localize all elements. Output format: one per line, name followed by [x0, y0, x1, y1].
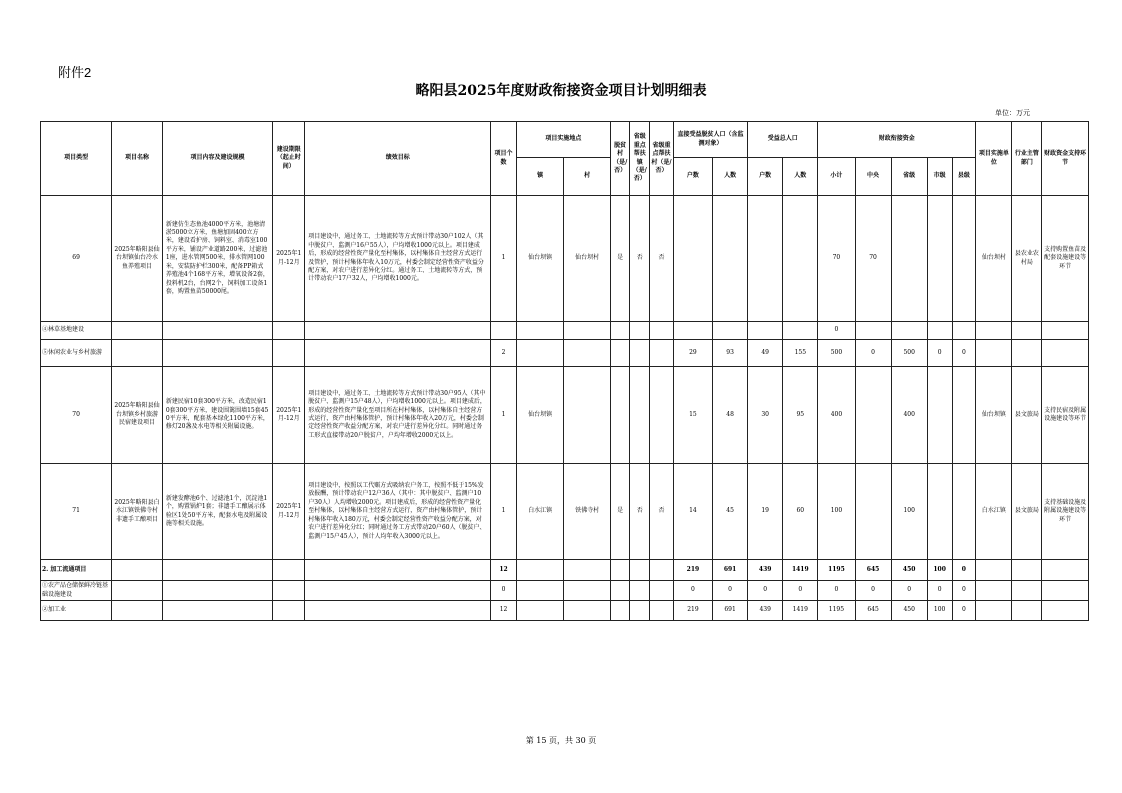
cell-d-people — [713, 196, 748, 322]
table-row — [41, 322, 1089, 340]
cell-d-people — [713, 322, 748, 340]
table-row — [41, 581, 1089, 601]
cell-content — [162, 340, 272, 367]
header-total-households: 户数 — [748, 158, 783, 196]
cell-d-households: 219 — [673, 601, 712, 621]
header-central: 中央 — [855, 158, 891, 196]
cell-count: 1 — [491, 464, 517, 560]
cell-unit-col: 仙台坝镇 — [976, 367, 1012, 464]
header-unit: 项目实施单位 — [976, 122, 1012, 196]
cell-village — [564, 367, 610, 464]
cell-subtotal: 0 — [818, 322, 855, 340]
cell-subtotal: 400 — [818, 367, 855, 464]
cell-city — [927, 196, 952, 322]
cell-poor-village — [610, 322, 630, 340]
cell-central — [855, 322, 891, 340]
cell-village — [564, 340, 610, 367]
cell-goal — [305, 581, 491, 601]
cell-t-people: 155 — [783, 340, 818, 367]
cell-count: 1 — [491, 196, 517, 322]
cell-city: 100 — [927, 601, 952, 621]
cell-key-town — [630, 322, 650, 340]
cell-city: 0 — [927, 340, 952, 367]
cell-content: 新建民宿10套300平方米，改造民宿10套300平方米，建设围篱围墙15套450平方米，配套基本绿化1100平方米，修灯20盏及水电等相关附属设施。 — [162, 367, 272, 464]
page-number: 第 15 页，共 30 页 — [525, 736, 597, 745]
cell-central: 70 — [855, 196, 891, 322]
cell-village: 铁佛寺村 — [564, 464, 610, 560]
cell-d-households: 0 — [673, 581, 712, 601]
cell-provincial — [891, 322, 927, 340]
cell-d-households — [673, 322, 712, 340]
cell-county: 0 — [952, 560, 976, 581]
cell-unit-col — [976, 322, 1012, 340]
cell-provincial: 500 — [891, 340, 927, 367]
cell-t-households: 0 — [748, 581, 783, 601]
cell-count — [491, 322, 517, 340]
cell-unit-col: 仙台坝村 — [976, 196, 1012, 322]
cell-support: 支持民宿及附属设施建设等环节 — [1042, 367, 1089, 464]
cell-name: 2025年略阳县白水江镇铁佛寺村非遗手工酿项目 — [112, 464, 163, 560]
cell-d-people: 0 — [713, 581, 748, 601]
table-row — [41, 601, 1089, 621]
cell-period: 2025年1月-12月 — [273, 464, 305, 560]
cell-period — [273, 340, 305, 367]
cell-subtotal: 500 — [818, 340, 855, 367]
cell-dept — [1012, 340, 1042, 367]
cell-town — [516, 601, 563, 621]
cell-village — [564, 322, 610, 340]
cell-town: 白水江镇 — [516, 464, 563, 560]
header-type: 项目类型 — [41, 122, 112, 196]
cell-goal — [305, 601, 491, 621]
page-title: 略阳县2025年度财政衔接资金项目计划明细表 — [415, 83, 707, 99]
cell-name: 2025年略阳县仙台坝镇乡村旅游民宿建设项目 — [112, 367, 163, 464]
cell-type: 70 — [41, 367, 112, 464]
cell-key-village: 否 — [650, 464, 674, 560]
cell-provincial — [891, 196, 927, 322]
cell-county: 0 — [952, 581, 976, 601]
cell-d-households: 29 — [673, 340, 712, 367]
cell-period — [273, 560, 305, 581]
attachment-label: 附件2 — [58, 65, 92, 80]
cell-poor-village — [610, 601, 630, 621]
cell-poor-village: 是 — [610, 464, 630, 560]
header-town: 镇 — [516, 158, 563, 196]
cell-period: 2025年1月-12月 — [273, 367, 305, 464]
cell-central — [855, 464, 891, 560]
cell-content — [162, 560, 272, 581]
cell-count: 1 — [491, 367, 517, 464]
cell-content: 新建仿生态鱼池4000平方米，池塘清淤5000立方米，鱼塘加固400立方米，建设看护房、饲料室、消毒室100平方米，铺设产业道路200米，过滤池1座，进水管网500米，排水管网100米，安装防护栏300米，配备PP箱式养殖池4个168平方米，增氧设备2套，投料机2台，台网2个，饲料加工设备1套，购置鱼苗50000尾。 — [162, 196, 272, 322]
cell-support — [1042, 322, 1089, 340]
cell-dept: 县文旅局 — [1012, 367, 1042, 464]
header-city: 市级 — [927, 158, 952, 196]
cell-d-households: 14 — [673, 464, 712, 560]
cell-name — [112, 560, 163, 581]
header-content: 项目内容及建设规模 — [162, 122, 272, 196]
cell-town — [516, 340, 563, 367]
header-total-pop: 受益总人口 — [748, 122, 818, 158]
cell-key-town: 否 — [630, 196, 650, 322]
cell-subtotal: 100 — [818, 464, 855, 560]
cell-dept: 县文旅局 — [1012, 464, 1042, 560]
cell-support — [1042, 601, 1089, 621]
cell-village: 仙台坝村 — [564, 196, 610, 322]
cell-content — [162, 581, 272, 601]
cell-t-households — [748, 322, 783, 340]
cell-subtotal: 1195 — [818, 560, 855, 581]
cell-type: ⑤休闲农业与乡村旅游 — [41, 340, 112, 367]
cell-type: 69 — [41, 196, 112, 322]
cell-t-households: 439 — [748, 560, 783, 581]
cell-type: ②加工业 — [41, 601, 112, 621]
cell-county — [952, 322, 976, 340]
table-header — [41, 122, 1089, 196]
cell-t-people — [783, 322, 818, 340]
project-plan-table — [40, 121, 1089, 621]
cell-central — [855, 367, 891, 464]
cell-town: 仙台坝镇 — [516, 196, 563, 322]
header-dept: 行业主管部门 — [1012, 122, 1042, 196]
cell-poor-village — [610, 340, 630, 367]
cell-key-village — [650, 340, 674, 367]
cell-count: 12 — [491, 560, 517, 581]
cell-central: 645 — [855, 560, 891, 581]
header-village: 村 — [564, 158, 610, 196]
cell-support: 支持购置鱼苗及配套设施建设等环节 — [1042, 196, 1089, 322]
cell-village — [564, 560, 610, 581]
cell-dept: 县农业农村局 — [1012, 196, 1042, 322]
cell-central: 0 — [855, 340, 891, 367]
cell-unit-col — [976, 601, 1012, 621]
cell-count: 0 — [491, 581, 517, 601]
cell-key-town — [630, 560, 650, 581]
cell-village — [564, 581, 610, 601]
header-name: 项目名称 — [112, 122, 163, 196]
cell-t-people: 1419 — [783, 601, 818, 621]
cell-unit-col: 白水江镇 — [976, 464, 1012, 560]
table-row — [41, 464, 1089, 560]
cell-dept — [1012, 601, 1042, 621]
cell-town: 仙台坝镇 — [516, 367, 563, 464]
header-direct-pop: 直接受益脱贫人口（含监测对象） — [673, 122, 747, 158]
cell-count: 2 — [491, 340, 517, 367]
cell-t-people: 1419 — [783, 560, 818, 581]
cell-town — [516, 581, 563, 601]
header-subtotal: 小计 — [818, 158, 855, 196]
cell-dept — [1012, 560, 1042, 581]
cell-d-households: 219 — [673, 560, 712, 581]
cell-poor-village — [610, 367, 630, 464]
cell-d-people: 691 — [713, 560, 748, 581]
cell-period — [273, 322, 305, 340]
cell-type: ④林草基地建设 — [41, 322, 112, 340]
cell-provincial: 450 — [891, 601, 927, 621]
cell-support: 支持基础设施及附属设施建设等环节 — [1042, 464, 1089, 560]
cell-support — [1042, 581, 1089, 601]
cell-subtotal: 1195 — [818, 601, 855, 621]
cell-t-households — [748, 196, 783, 322]
cell-unit-col — [976, 560, 1012, 581]
header-county: 县级 — [952, 158, 976, 196]
cell-county — [952, 367, 976, 464]
cell-t-people: 95 — [783, 367, 818, 464]
cell-city — [927, 464, 952, 560]
cell-subtotal: 70 — [818, 196, 855, 322]
table-row — [41, 196, 1089, 322]
cell-county: 0 — [952, 601, 976, 621]
cell-provincial: 100 — [891, 464, 927, 560]
cell-name — [112, 601, 163, 621]
cell-city: 0 — [927, 581, 952, 601]
table-row — [41, 367, 1089, 464]
cell-central: 0 — [855, 581, 891, 601]
cell-provincial: 0 — [891, 581, 927, 601]
header-period: 建设期限（起止时间） — [273, 122, 305, 196]
cell-key-town — [630, 581, 650, 601]
cell-goal — [305, 560, 491, 581]
cell-t-people: 0 — [783, 581, 818, 601]
cell-key-village — [650, 560, 674, 581]
cell-county — [952, 196, 976, 322]
cell-name: 2025年略阳县仙台坝镇仙台冷水鱼养殖项目 — [112, 196, 163, 322]
table-body — [41, 196, 1089, 621]
cell-support — [1042, 560, 1089, 581]
header-support: 财政资金支持环节 — [1042, 122, 1089, 196]
cell-dept — [1012, 322, 1042, 340]
cell-city: 100 — [927, 560, 952, 581]
cell-type: 71 — [41, 464, 112, 560]
cell-poor-village — [610, 581, 630, 601]
cell-period — [273, 581, 305, 601]
cell-county: 0 — [952, 340, 976, 367]
cell-town — [516, 560, 563, 581]
cell-d-households — [673, 196, 712, 322]
cell-goal: 项目建设中，通过务工、土地流转等方式预计带动30户95人（其中脱贫户、监测户15户48人），户均增收1000元以上。项目建成后，形成的经营性资产量化至项目所在村村集体，以村集体自主经营方式运行，资产由村集体管护，预计村集体年收入20万元，村委会制定经营性资产收益分配方案，对农户进行差异化分红。同时通过务工形式直接带动20户脱贫户，户均年增收2000元以上。 — [305, 367, 491, 464]
cell-t-people: 60 — [783, 464, 818, 560]
cell-unit-col — [976, 581, 1012, 601]
cell-poor-village: 是 — [610, 196, 630, 322]
cell-content — [162, 601, 272, 621]
cell-unit-col — [976, 340, 1012, 367]
cell-key-town — [630, 367, 650, 464]
cell-county — [952, 464, 976, 560]
cell-d-people: 93 — [713, 340, 748, 367]
header-direct-people: 人数 — [713, 158, 748, 196]
cell-goal — [305, 340, 491, 367]
cell-goal: 项目建设中，按照以工代赈方式吸纳农户务工，按照不低于15%发放报酬，预计带动农户12户36人（其中：其中脱贫户、监测户10户30人）人均增收2000元。项目建成后，形成的经营性资产量化至村集体，以村集体自主经营方式运行，资产由村集体管护，预计村集体年收入180万元，村委会制定经营性资产收益分配方案，对农户进行差异化分红；同时通过务工方式带动20户60人（脱贫户、监测户15户45人），预计人均年收入3000元以上。 — [305, 464, 491, 560]
cell-type: ①农产品仓储保鲜冷链基础设施建设 — [41, 581, 112, 601]
header-key-town: 省级重点帮扶镇（是/否） — [630, 122, 650, 196]
header-location: 项目实施地点 — [516, 122, 610, 158]
cell-city — [927, 367, 952, 464]
cell-key-village — [650, 581, 674, 601]
cell-d-households: 15 — [673, 367, 712, 464]
cell-name — [112, 581, 163, 601]
cell-t-people — [783, 196, 818, 322]
cell-period: 2025年1月-12月 — [273, 196, 305, 322]
cell-central: 645 — [855, 601, 891, 621]
table-row — [41, 560, 1089, 581]
cell-t-households: 19 — [748, 464, 783, 560]
header-funds: 财政衔接资金 — [818, 122, 976, 158]
cell-count: 12 — [491, 601, 517, 621]
cell-poor-village — [610, 560, 630, 581]
cell-t-households: 30 — [748, 367, 783, 464]
header-poor-village: 脱贫村（是/否） — [610, 122, 630, 196]
header-count: 项目个数 — [491, 122, 517, 196]
cell-period — [273, 601, 305, 621]
cell-town — [516, 322, 563, 340]
cell-subtotal: 0 — [818, 581, 855, 601]
cell-key-village: 否 — [650, 196, 674, 322]
header-key-village: 省级重点帮扶村（是/否） — [650, 122, 674, 196]
cell-city — [927, 322, 952, 340]
header-direct-households: 户数 — [673, 158, 712, 196]
header-provincial: 省级 — [891, 158, 927, 196]
cell-goal — [305, 322, 491, 340]
table-row — [41, 340, 1089, 367]
cell-t-households: 49 — [748, 340, 783, 367]
cell-type: 2. 加工流通项目 — [41, 560, 112, 581]
cell-content — [162, 322, 272, 340]
cell-key-town: 否 — [630, 464, 650, 560]
cell-t-households: 439 — [748, 601, 783, 621]
cell-name — [112, 322, 163, 340]
cell-d-people: 45 — [713, 464, 748, 560]
cell-village — [564, 601, 610, 621]
cell-key-village — [650, 322, 674, 340]
cell-provincial: 400 — [891, 367, 927, 464]
cell-dept — [1012, 581, 1042, 601]
cell-key-town — [630, 340, 650, 367]
unit-label: 单位：万元 — [995, 109, 1030, 117]
cell-key-town — [630, 601, 650, 621]
header-goal: 绩效目标 — [305, 122, 491, 196]
cell-support — [1042, 340, 1089, 367]
cell-key-village — [650, 367, 674, 464]
cell-provincial: 450 — [891, 560, 927, 581]
cell-d-people: 48 — [713, 367, 748, 464]
header-total-people: 人数 — [783, 158, 818, 196]
cell-name — [112, 340, 163, 367]
cell-content: 新建发酵池6个、过滤池1个，沉淀池1个，购置锅炉1套；非遗手工酿展示体验区1处50平方米，配套水电及附属设施等相关设施。 — [162, 464, 272, 560]
cell-goal: 项目建设中，通过务工、土地流转等方式预计带动30户102人（其中脱贫户、监测户16户55人），户均增收1000元以上。项目建成后，形成的经营性资产量化至村集体，以村集体自主经营方式运行及管护，预计村集体年收入10万元，村委会制定经营性资产收益分配方案，对农户进行差异化分红。通过务工、土地流转等方式，预计带动农户17户32人，户均增收1000元。 — [305, 196, 491, 322]
cell-d-people: 691 — [713, 601, 748, 621]
cell-key-village — [650, 601, 674, 621]
